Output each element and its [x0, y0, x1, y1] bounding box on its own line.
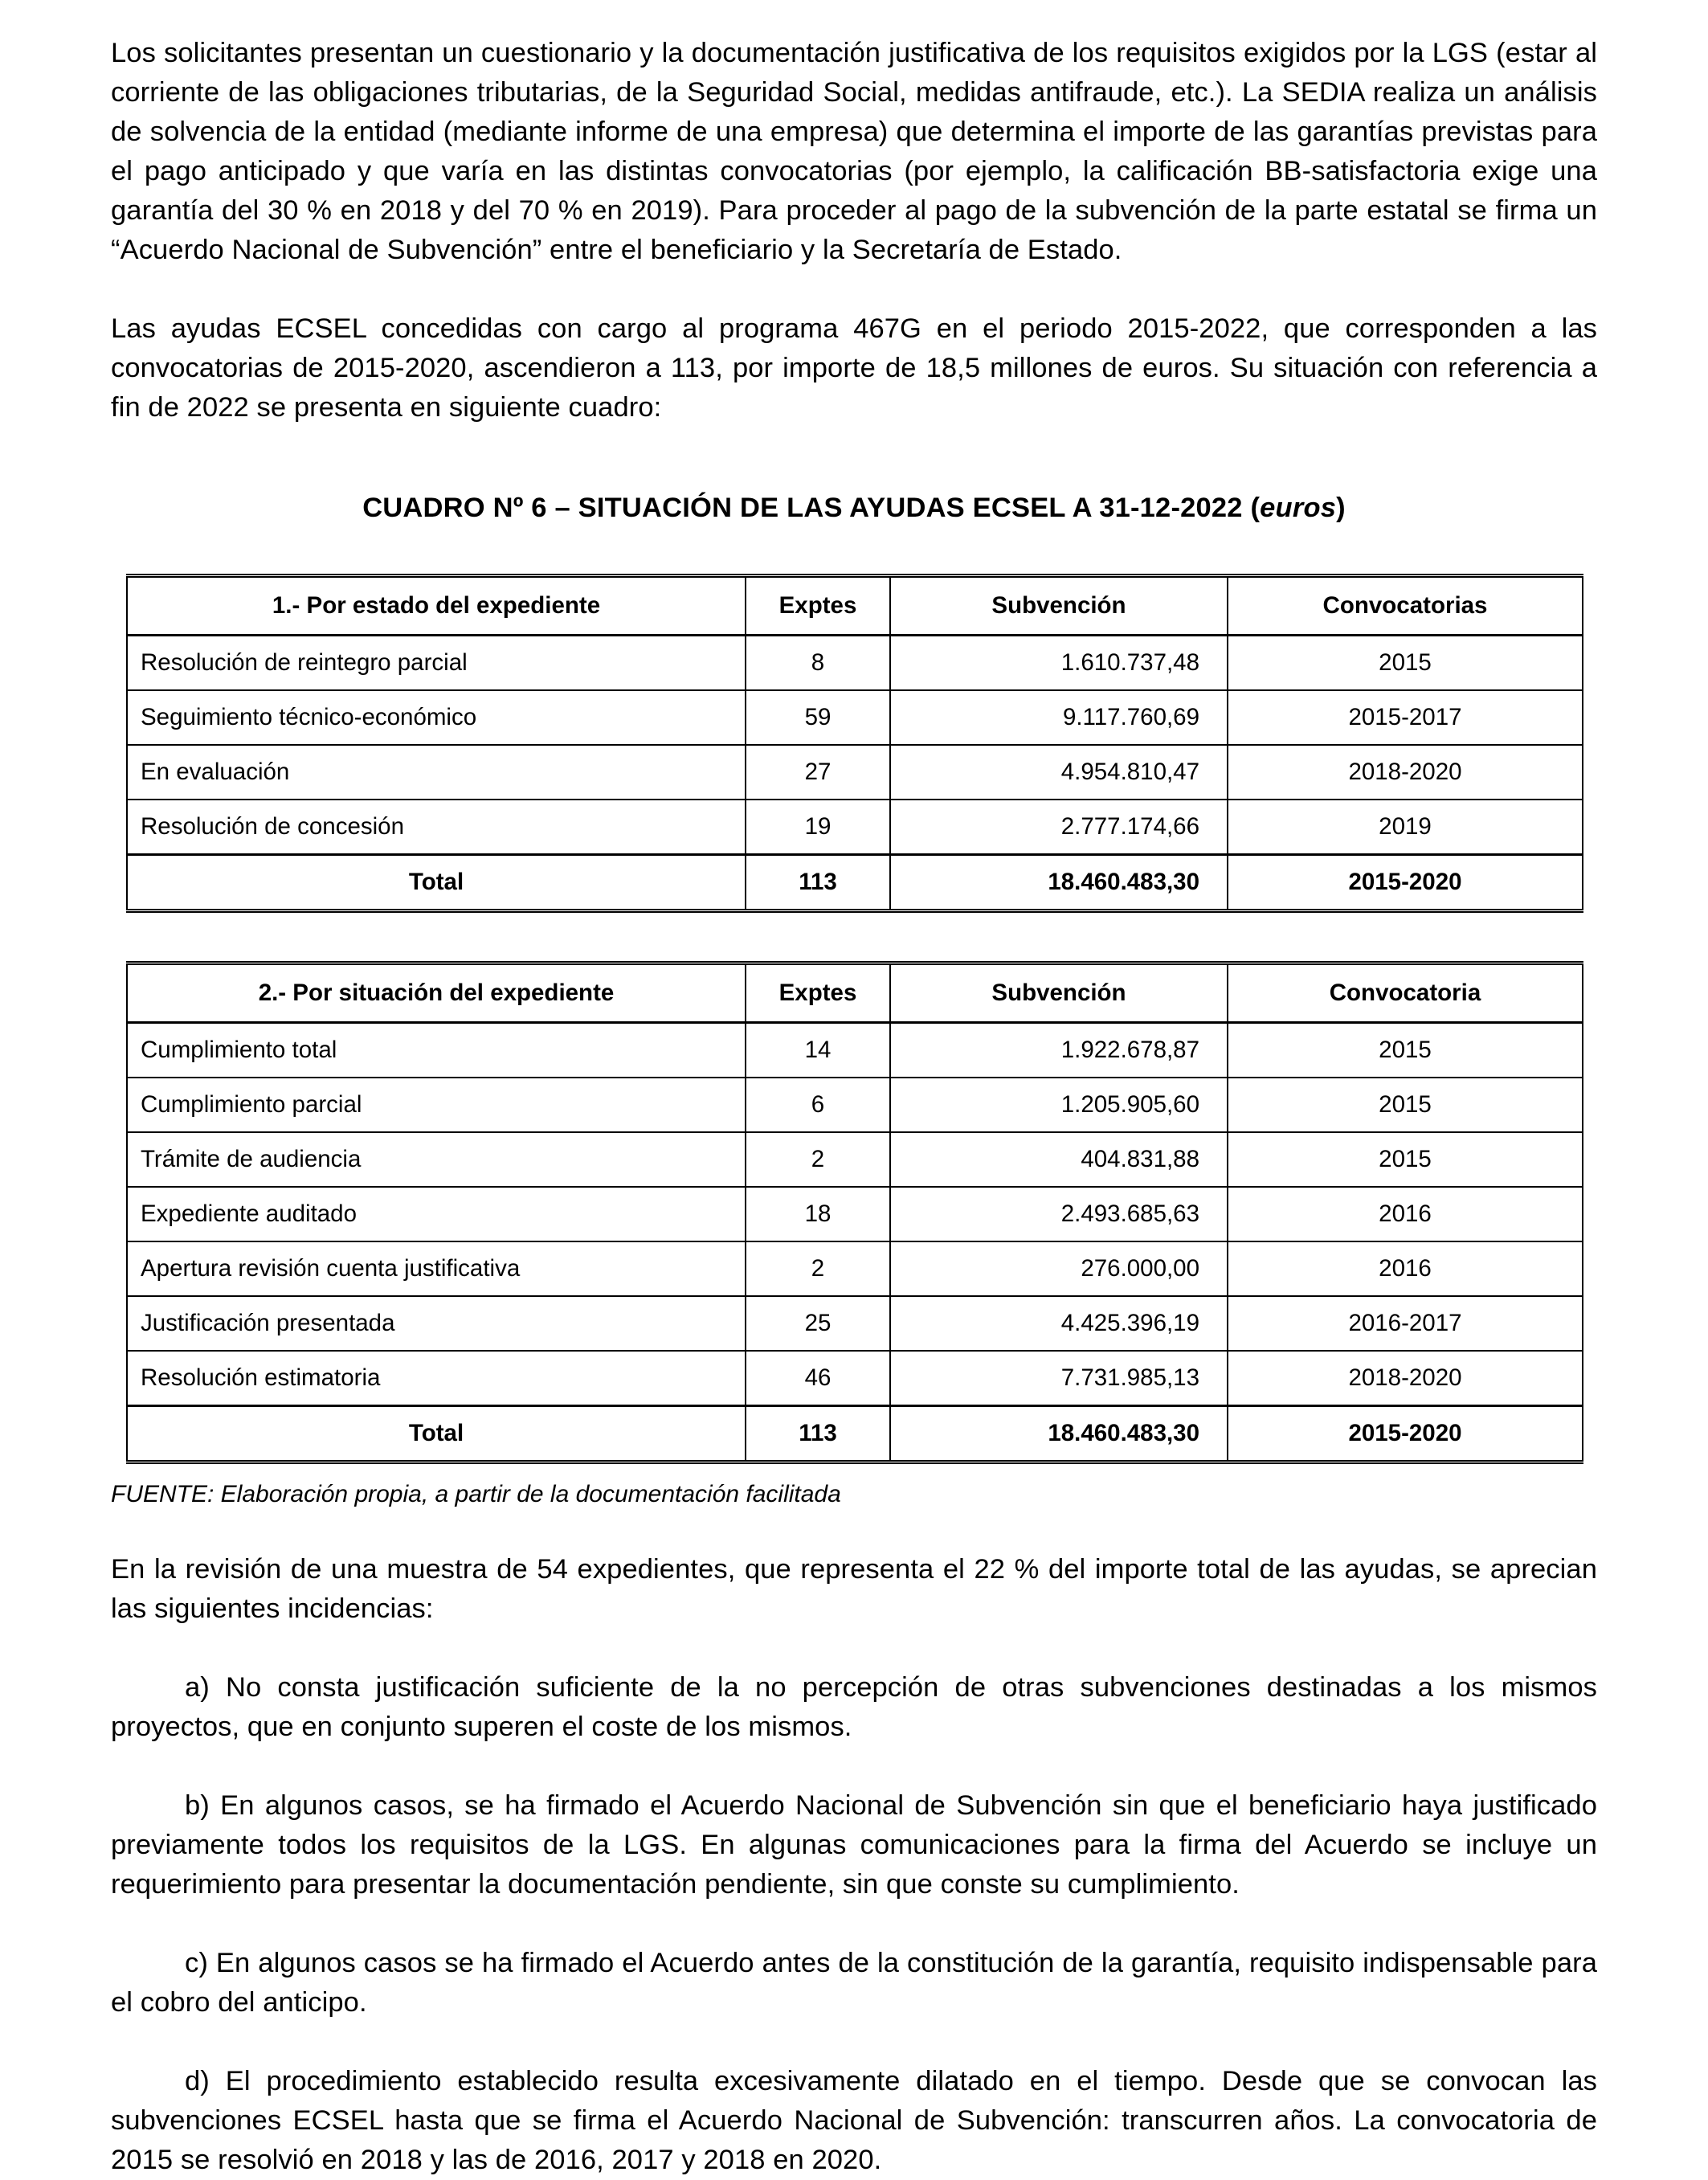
spacer [111, 270, 1597, 309]
table-row [127, 1187, 1583, 1241]
incidence-item-d: d) El procedimiento establecido resulta excesivamente dilatado en el tiempo. Desde que se convocan las subvenciones ECSEL hasta que se firma el Acuerdo Nacional de Subvención: transcurren años. La convocatoria de 2015 se resolvió en 2018 y las de 2016, 2017 y 2018 en 2020. [111, 2066, 1597, 2175]
cell-total-label: Total [127, 1406, 746, 1462]
cell-exptes: 46 [746, 1351, 890, 1406]
spacer [111, 2023, 1597, 2062]
cell-subvencion: 2.777.174,66 [890, 800, 1228, 855]
cell-total-convocatoria: 2015-2020 [1228, 1406, 1583, 1462]
cell-exptes: 2 [746, 1132, 890, 1187]
page-content [111, 34, 1597, 2180]
cell-convocatorias: 2019 [1228, 800, 1583, 855]
header-cell-label: 2.- Por situación del expediente [127, 963, 746, 1023]
cell-convocatoria: 2015 [1228, 1078, 1583, 1132]
table-row [127, 636, 1583, 691]
header-cell-label: 1.- Por estado del expediente [127, 576, 746, 636]
spacer [111, 1629, 1597, 1668]
cell-label: Cumplimiento parcial [127, 1078, 746, 1132]
cell-subvencion: 276.000,00 [890, 1241, 1228, 1296]
cell-convocatorias: 2015-2017 [1228, 690, 1583, 745]
table-estado-expediente [126, 574, 1583, 913]
spacer [111, 427, 1597, 490]
table-row [127, 745, 1583, 800]
table-row [127, 1132, 1583, 1187]
table-caption-suffix: ) [1336, 493, 1346, 523]
cell-subvencion: 1.610.737,48 [890, 636, 1228, 691]
cell-label: Resolución de reintegro parcial [127, 636, 746, 691]
cell-exptes: 8 [746, 636, 890, 691]
cell-label: Resolución estimatoria [127, 1351, 746, 1406]
spacer [111, 1747, 1597, 1786]
cell-total-subvencion: 18.460.483,30 [890, 855, 1228, 911]
table-caption [111, 490, 1597, 526]
cell-total-label: Total [127, 855, 746, 911]
source-note: FUENTE: Elaboración propia, a partir de la documentación facilitada [111, 1481, 841, 1507]
cell-convocatoria: 2016-2017 [1228, 1296, 1583, 1351]
spacer [111, 526, 1597, 574]
cell-subvencion: 4.425.396,19 [890, 1296, 1228, 1351]
cell-total-subvencion: 18.460.483,30 [890, 1406, 1228, 1462]
cell-subvencion: 2.493.685,63 [890, 1187, 1228, 1241]
cell-subvencion: 4.954.810,47 [890, 745, 1228, 800]
table-total-row [127, 1406, 1583, 1462]
cell-convocatorias: 2015 [1228, 636, 1583, 691]
spacer [111, 1511, 1597, 1550]
cell-exptes: 27 [746, 745, 890, 800]
cell-label: Cumplimiento total [127, 1023, 746, 1078]
cell-exptes: 59 [746, 690, 890, 745]
table-2-wrapper [126, 961, 1582, 1464]
header-cell-exptes: Exptes [746, 576, 890, 636]
table-2-head [127, 963, 1583, 1023]
table-header-row [127, 576, 1583, 636]
cell-convocatoria: 2016 [1228, 1241, 1583, 1296]
table-row [127, 1078, 1583, 1132]
cell-subvencion: 1.205.905,60 [890, 1078, 1228, 1132]
cell-label: En evaluación [127, 745, 746, 800]
cell-label: Justificación presentada [127, 1296, 746, 1351]
table-row [127, 1296, 1583, 1351]
paragraph-ecsel-summary: Las ayudas ECSEL concedidas con cargo al programa 467G en el periodo 2015-2022, que corresponden a las convocatorias de 2015-2020, ascendieron a 113, por importe de 18,5 millones de euros. Su situación con referencia a fin de 2022 se presenta en siguiente cuadro: [111, 313, 1597, 423]
cell-exptes: 2 [746, 1241, 890, 1296]
cell-total-exptes: 113 [746, 855, 890, 911]
cell-exptes: 18 [746, 1187, 890, 1241]
cell-exptes: 25 [746, 1296, 890, 1351]
table-1-body [127, 636, 1583, 911]
incidence-item-a: a) No consta justificación suficiente de la no percepción de otras subvenciones destinadas a los mismos proyectos, que en conjunto superen el coste de los mismos. [111, 1672, 1597, 1742]
paragraph-muestra: En la revisión de una muestra de 54 expedientes, que representa el 22 % del importe total de las ayudas, se aprecian las siguientes incidencias: [111, 1554, 1597, 1624]
incidence-item-b: b) En algunos casos, se ha firmado el Acuerdo Nacional de Subvención sin que el beneficiario haya justificado previamente todos los requisitos de la LGS. En algunas comunicaciones para la firma del Acuerdo se incluye un requerimiento para presentar la documentación pendiente, sin que conste su cumplimiento. [111, 1790, 1597, 1900]
header-cell-convocatorias: Convocatorias [1228, 576, 1583, 636]
table-1-head [127, 576, 1583, 636]
table-caption-unit: euros [1260, 493, 1337, 523]
table-total-row [127, 855, 1583, 911]
table-1-wrapper [126, 574, 1582, 913]
cell-convocatoria: 2015 [1228, 1023, 1583, 1078]
cell-subvencion: 9.117.760,69 [890, 690, 1228, 745]
header-cell-subvencion: Subvención [890, 963, 1228, 1023]
cell-exptes: 6 [746, 1078, 890, 1132]
paragraph-intro: Los solicitantes presentan un cuestionario y la documentación justificativa de los requisitos exigidos por la LGS (estar al corriente de las obligaciones tributarias, de la Seguridad Social, medidas antifraude, etc.). La SEDIA realiza un análisis de solvencia de la entidad (mediante informe de una empresa) que determina el importe de las garantías previstas para el pago anticipado y que varía en las distintas convocatorias (por ejemplo, la calificación BB-satisfactoria exige una garantía del 30 % en 2018 y del 70 % en 2019). Para proceder al pago de la subvención de la parte estatal se firma un “Acuerdo Nacional de Subvención” entre el beneficiario y la Secretaría de Estado. [111, 38, 1597, 265]
cell-exptes: 19 [746, 800, 890, 855]
header-cell-exptes: Exptes [746, 963, 890, 1023]
cell-label: Expediente auditado [127, 1187, 746, 1241]
incidence-item-c: c) En algunos casos se ha firmado el Acuerdo antes de la constitución de la garantía, requisito indispensable para el cobro del anticipo. [111, 1948, 1597, 2018]
spacer [111, 1904, 1597, 1944]
cell-convocatoria: 2016 [1228, 1187, 1583, 1241]
cell-subvencion: 7.731.985,13 [890, 1351, 1228, 1406]
header-cell-subvencion: Subvención [890, 576, 1228, 636]
cell-convocatorias: 2018-2020 [1228, 745, 1583, 800]
cell-label: Trámite de audiencia [127, 1132, 746, 1187]
cell-total-exptes: 113 [746, 1406, 890, 1462]
table-row [127, 800, 1583, 855]
cell-subvencion: 1.922.678,87 [890, 1023, 1228, 1078]
cell-label: Seguimiento técnico-económico [127, 690, 746, 745]
table-row [127, 690, 1583, 745]
cell-convocatoria: 2018-2020 [1228, 1351, 1583, 1406]
cell-exptes: 14 [746, 1023, 890, 1078]
table-situacion-expediente [126, 961, 1583, 1464]
table-2-body [127, 1023, 1583, 1462]
cell-label: Resolución de concesión [127, 800, 746, 855]
table-row [127, 1241, 1583, 1296]
cell-total-convocatorias: 2015-2020 [1228, 855, 1583, 911]
cell-convocatoria: 2015 [1228, 1132, 1583, 1187]
header-cell-convocatoria: Convocatoria [1228, 963, 1583, 1023]
table-row [127, 1351, 1583, 1406]
cell-subvencion: 404.831,88 [890, 1132, 1228, 1187]
spacer [111, 913, 1597, 961]
table-row [127, 1023, 1583, 1078]
table-header-row [127, 963, 1583, 1023]
table-caption-prefix: CUADRO Nº 6 – SITUACIÓN DE LAS AYUDAS ECSEL A 31-12-2022 ( [362, 493, 1261, 523]
cell-label: Apertura revisión cuenta justificativa [127, 1241, 746, 1296]
